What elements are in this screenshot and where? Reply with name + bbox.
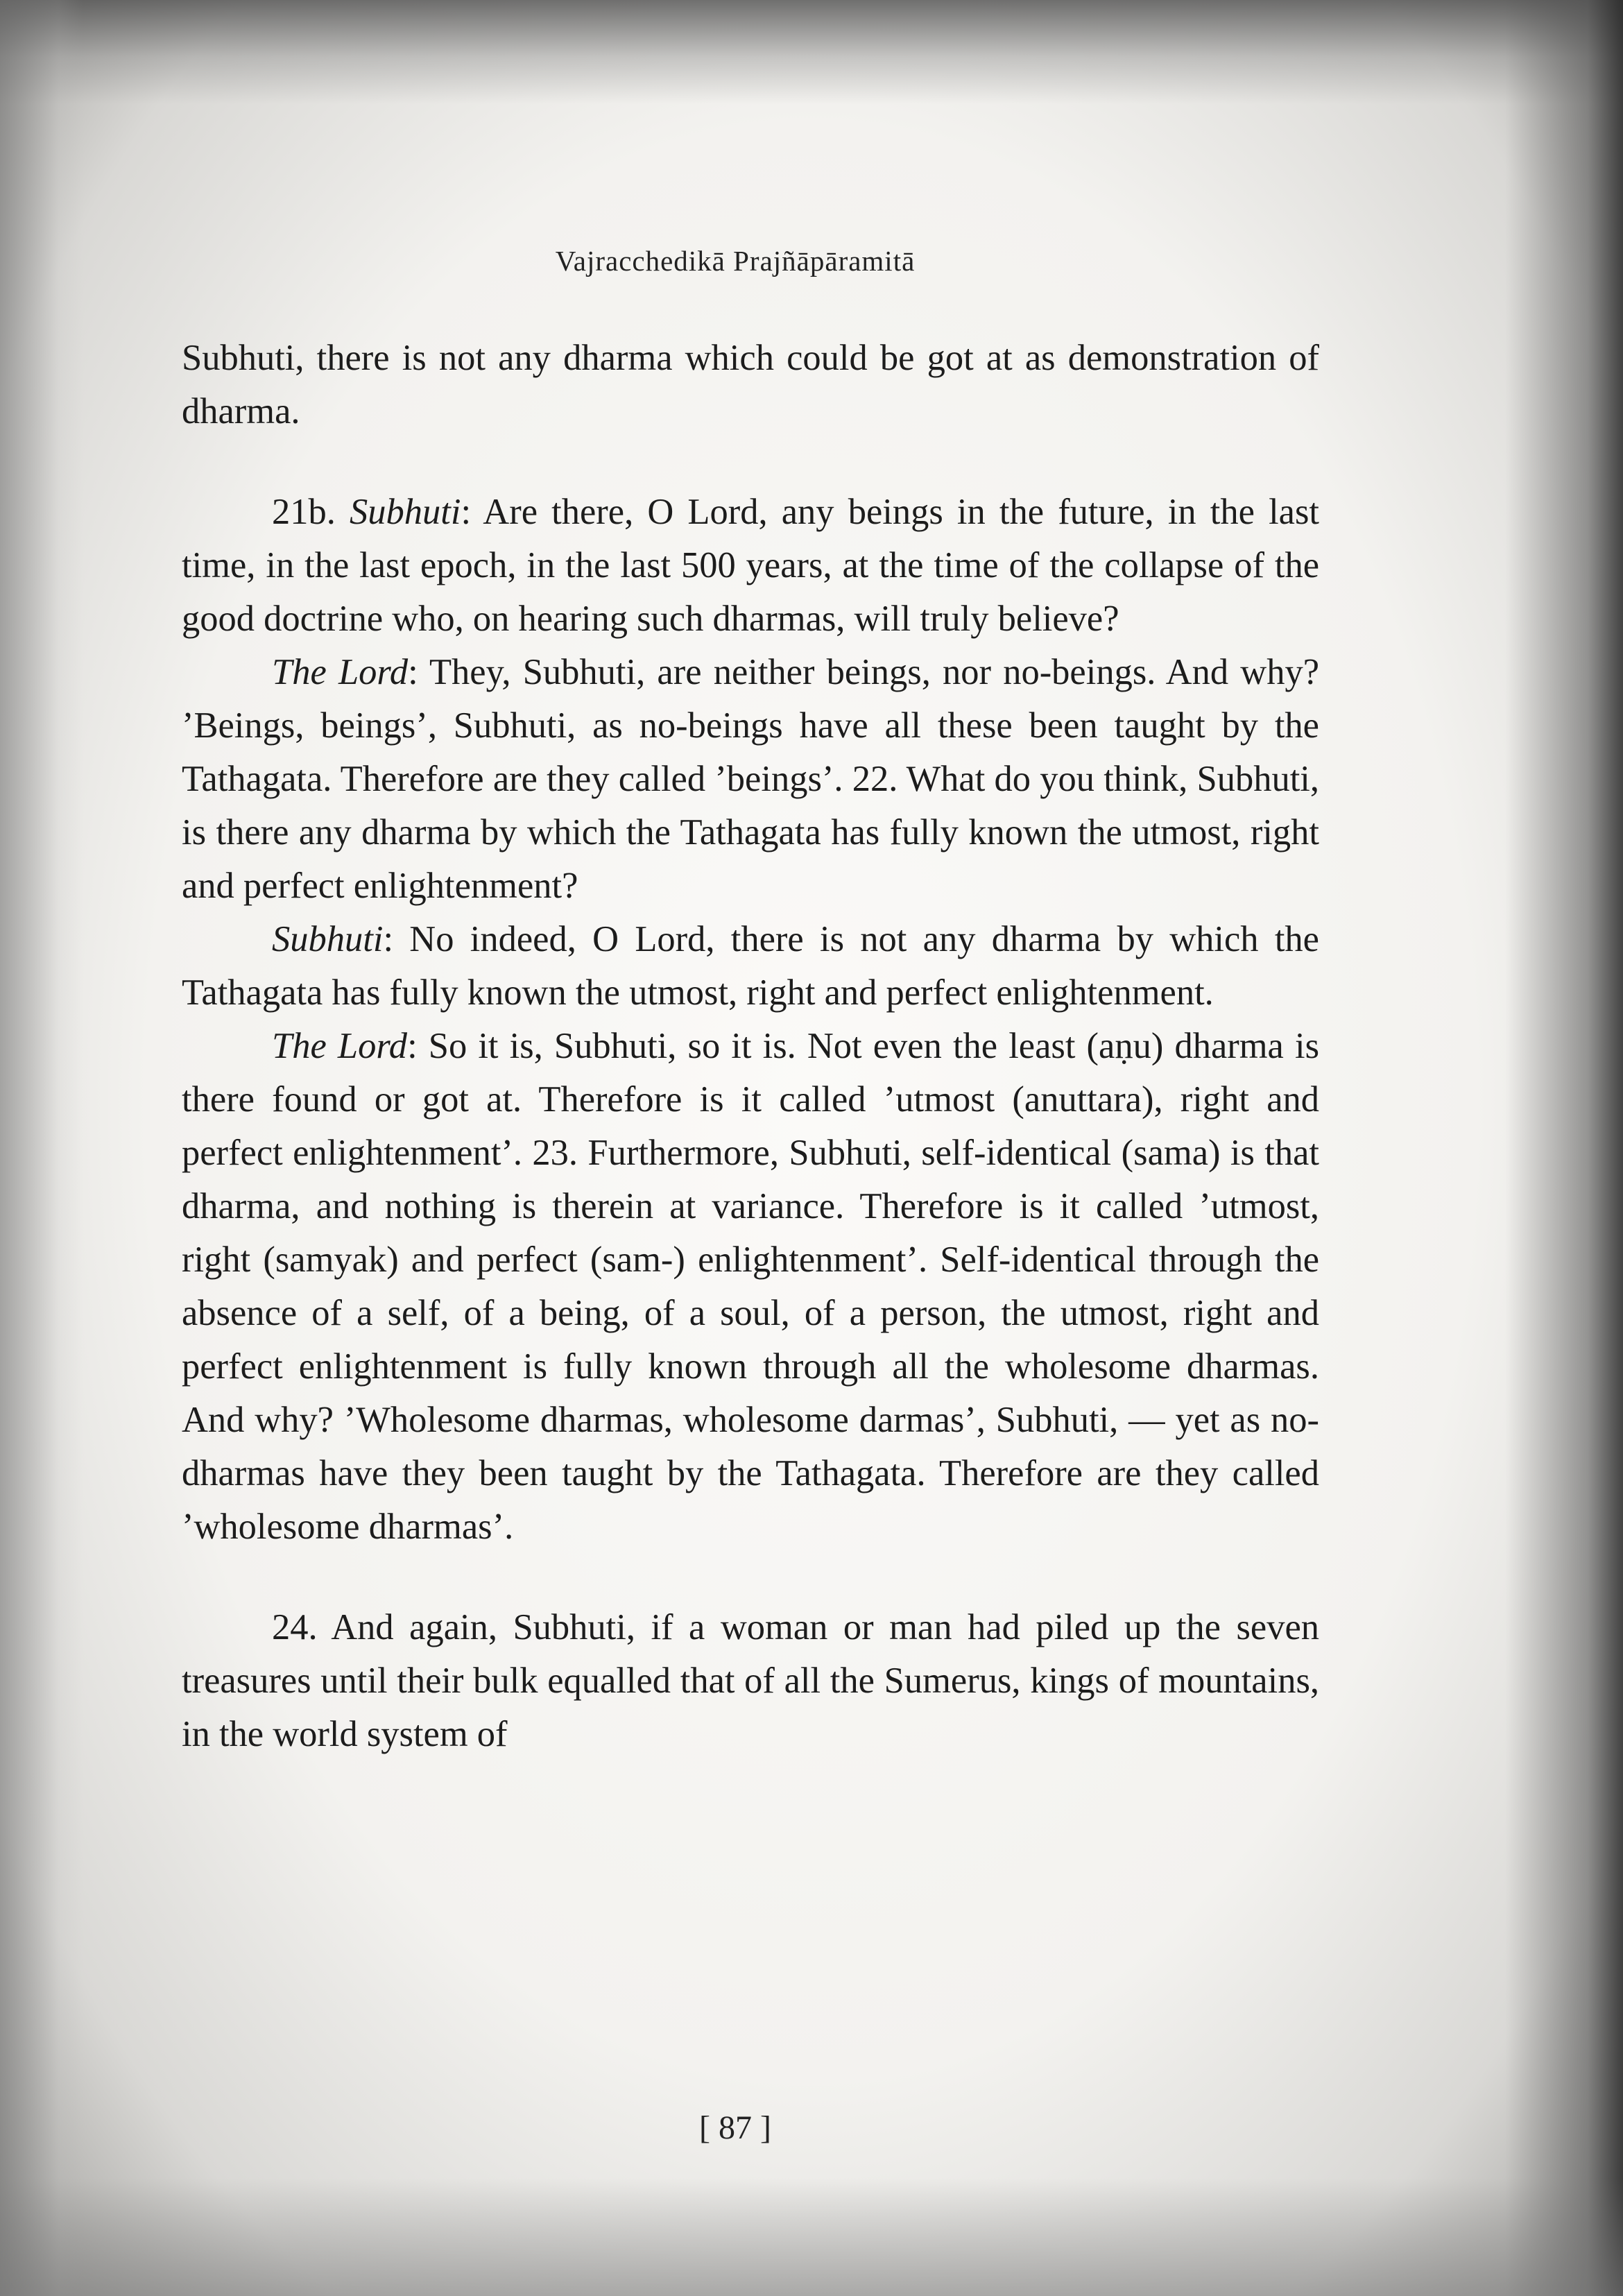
- speaker-subhuti: Subhuti: [272, 919, 384, 959]
- paragraph-6-text: 24. And again, Subhuti, if a woman or man had piled up the seven treasures until their bulk equalled that of all the Sumerus, kings of mountains, in the world system of: [182, 1607, 1319, 1754]
- page-number: [ 87 ]: [699, 2109, 771, 2146]
- section-number: 21b.: [272, 492, 350, 532]
- paragraph-5-text: : So it is, Subhuti, so it is. Not even the least (aṇu) dharma is there found or got at. Therefore is it called ’utmost (anuttara), right and perfect enlightenment’. 23. Furthermore, Subhuti, self-identical (sama) is that dharma, and nothing is therein at variance. Therefore is it called ’utmost, right (samyak) and perfect (sam-) enlightenment’. Self-identical through the absence of a self, of a being, of a soul, of a person, the utmost, right and perfect enlightenment is fully known through all the wholesome dharmas. And why? ’Wholesome dharmas, wholesome darmas’, Subhuti, — yet as no-dharmas have they been taught by the Tathagata. Therefore are they called ’wholesome dharmas’.: [182, 1026, 1320, 1547]
- paragraph-3-text: : They, Subhuti, are neither beings, nor no-beings. And why? ’Beings, beings’, Subhuti, as no-beings have all these been taught by the Tathagata. Therefore are they called ’beings’. 22. What do you think, Subhuti, is there any dharma by which the Tathagata has fully known the utmost, right and perfect enlightenment?: [182, 652, 1319, 906]
- paragraph-4: [182, 913, 1319, 1020]
- running-head: Vajracchedikā Prajñāpāramitā: [555, 245, 916, 277]
- paragraph-1: [182, 332, 1319, 438]
- paragraph-4-text: : No indeed, O Lord, there is not any dharma by which the Tathagata has fully known the utmost, right and perfect enlightenment.: [182, 919, 1319, 1013]
- scan-shadow-left: [0, 0, 83, 2296]
- body-text: [182, 332, 1319, 1761]
- speaker-the-lord: The Lord: [272, 652, 409, 692]
- paragraph-1-text: Subhuti, there is not any dharma which could be got at as demonstration of dharma.: [182, 338, 1319, 431]
- speaker-subhuti: Subhuti: [350, 492, 461, 532]
- paragraph-5: [182, 1020, 1319, 1554]
- paragraph-6: [182, 1601, 1319, 1761]
- paragraph-3: [182, 646, 1319, 913]
- paragraph-2: [182, 486, 1319, 646]
- speaker-the-lord: The Lord: [272, 1026, 408, 1066]
- scan-shadow-top: [0, 0, 1623, 104]
- paragraph-2-text: : Are there, O Lord, any beings in the future, in the last time, in the last epoch, in the last 500 years, at the time of the collapse of the good doctrine who, on hearing such dharmas, will truly believe?: [182, 492, 1320, 639]
- scan-shadow-bottom: [0, 2178, 1623, 2296]
- scan-shadow-right: [1505, 0, 1623, 2296]
